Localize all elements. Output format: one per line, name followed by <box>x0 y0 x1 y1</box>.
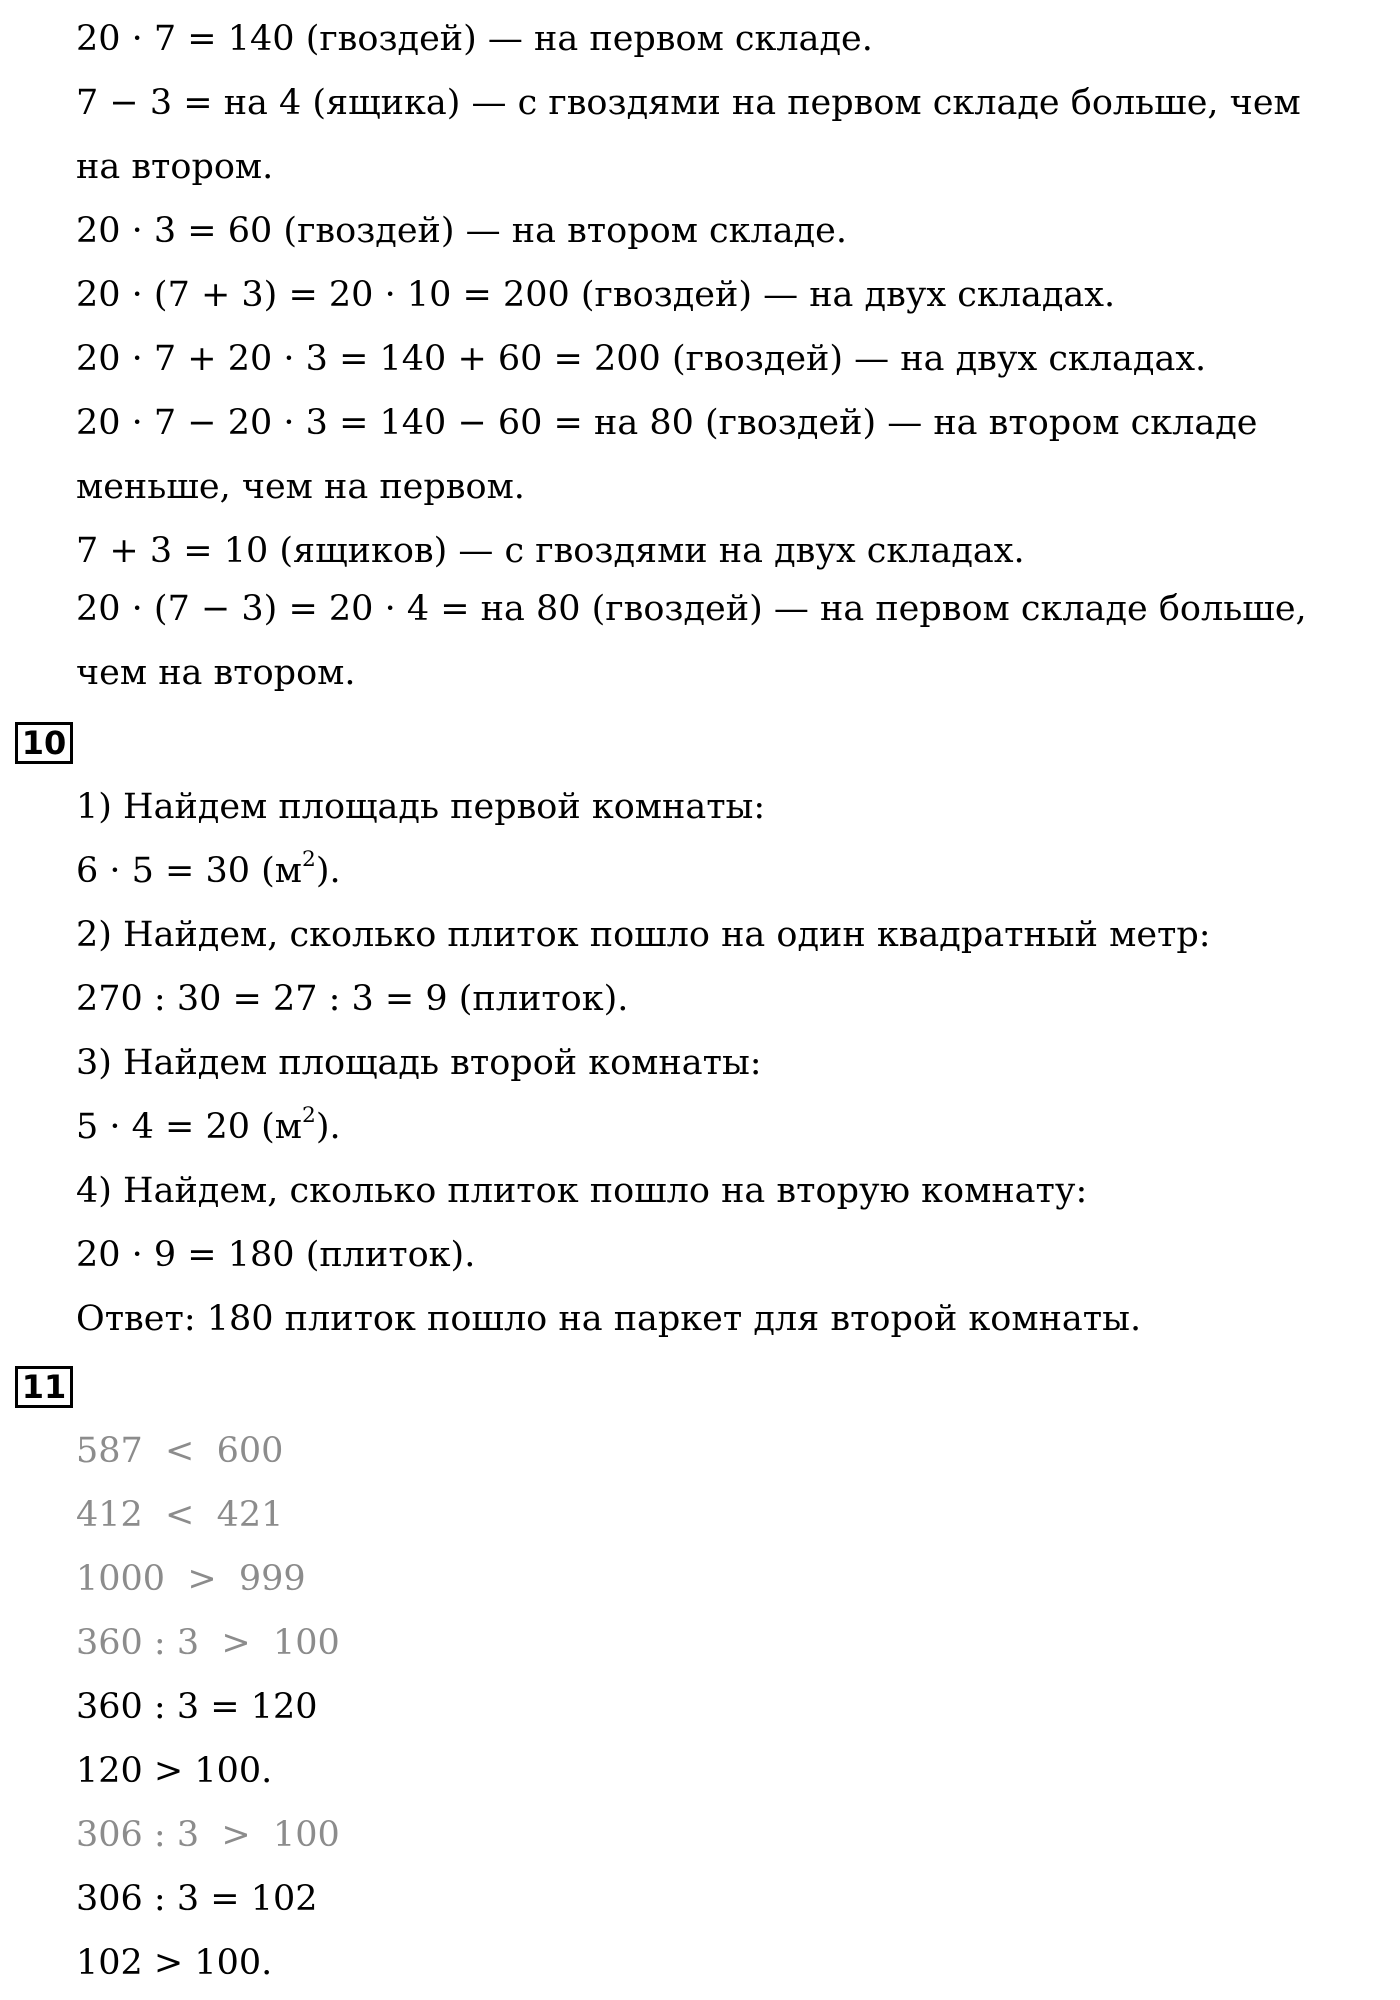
text-line: 7 − 3 = на 4 (ящика) — с гвоздями на первом складе больше, чем <box>76 83 1301 123</box>
answer-line: Ответ: 180 плиток пошло на паркет для второй комнаты. <box>76 1299 1142 1339</box>
text-line: 20 · (7 − 3) = 20 · 4 = на 80 (гвоздей) — на первом складе больше, <box>76 589 1307 629</box>
comparison-line: 306 : 3 > 100 <box>76 1815 340 1855</box>
text-line: 120 > 100. <box>76 1751 273 1791</box>
superscript: 2 <box>302 847 316 873</box>
formula-text: 6 · 5 = 30 (м <box>76 851 303 891</box>
formula-suffix: ). <box>315 1107 341 1147</box>
text-line: 2) Найдем, сколько плиток пошло на один квадратный метр: <box>76 915 1211 955</box>
text-line: 102 > 100. <box>76 1943 273 1983</box>
text-line: 306 : 3 = 102 <box>76 1879 318 1919</box>
formula-text: 5 · 4 = 20 (м <box>76 1107 303 1147</box>
text-line: 20 · 7 + 20 · 3 = 140 + 60 = 200 (гвоздей) — на двух складах. <box>76 339 1207 379</box>
text-line <box>76 1103 341 1148</box>
text-line: меньше, чем на первом. <box>76 467 525 507</box>
task-number-box: 11 <box>15 1366 73 1408</box>
text-line: 20 · 7 = 140 (гвоздей) — на первом складе. <box>76 19 873 59</box>
text-line: на втором. <box>76 147 274 187</box>
comparison-line: 412 < 421 <box>76 1495 284 1535</box>
superscript: 2 <box>302 1103 316 1129</box>
text-line: 20 · 7 − 20 · 3 = 140 − 60 = на 80 (гвоздей) — на втором складе <box>76 403 1258 443</box>
text-line: 20 · (7 + 3) = 20 · 10 = 200 (гвоздей) — на двух складах. <box>76 275 1116 315</box>
comparison-line: 1000 > 999 <box>76 1559 306 1599</box>
comparison-line: 587 < 600 <box>76 1431 284 1471</box>
text-line: 360 : 3 = 120 <box>76 1687 318 1727</box>
formula-suffix: ). <box>315 851 341 891</box>
text-line <box>76 847 341 892</box>
text-line: 20 · 3 = 60 (гвоздей) — на втором складе. <box>76 211 848 251</box>
text-line: 270 : 30 = 27 : 3 = 9 (плиток). <box>76 979 629 1019</box>
text-line: 1) Найдем площадь первой комнаты: <box>76 787 766 827</box>
task-number-box: 10 <box>15 722 73 764</box>
text-line: 3) Найдем площадь второй комнаты: <box>76 1043 762 1083</box>
text-line: 20 · 9 = 180 (плиток). <box>76 1235 476 1275</box>
text-line: чем на втором. <box>76 653 356 693</box>
comparison-line: 360 : 3 > 100 <box>76 1623 340 1663</box>
text-line: 7 + 3 = 10 (ящиков) — с гвоздями на двух складах. <box>76 531 1025 571</box>
text-line: 4) Найдем, сколько плиток пошло на вторую комнату: <box>76 1171 1088 1211</box>
